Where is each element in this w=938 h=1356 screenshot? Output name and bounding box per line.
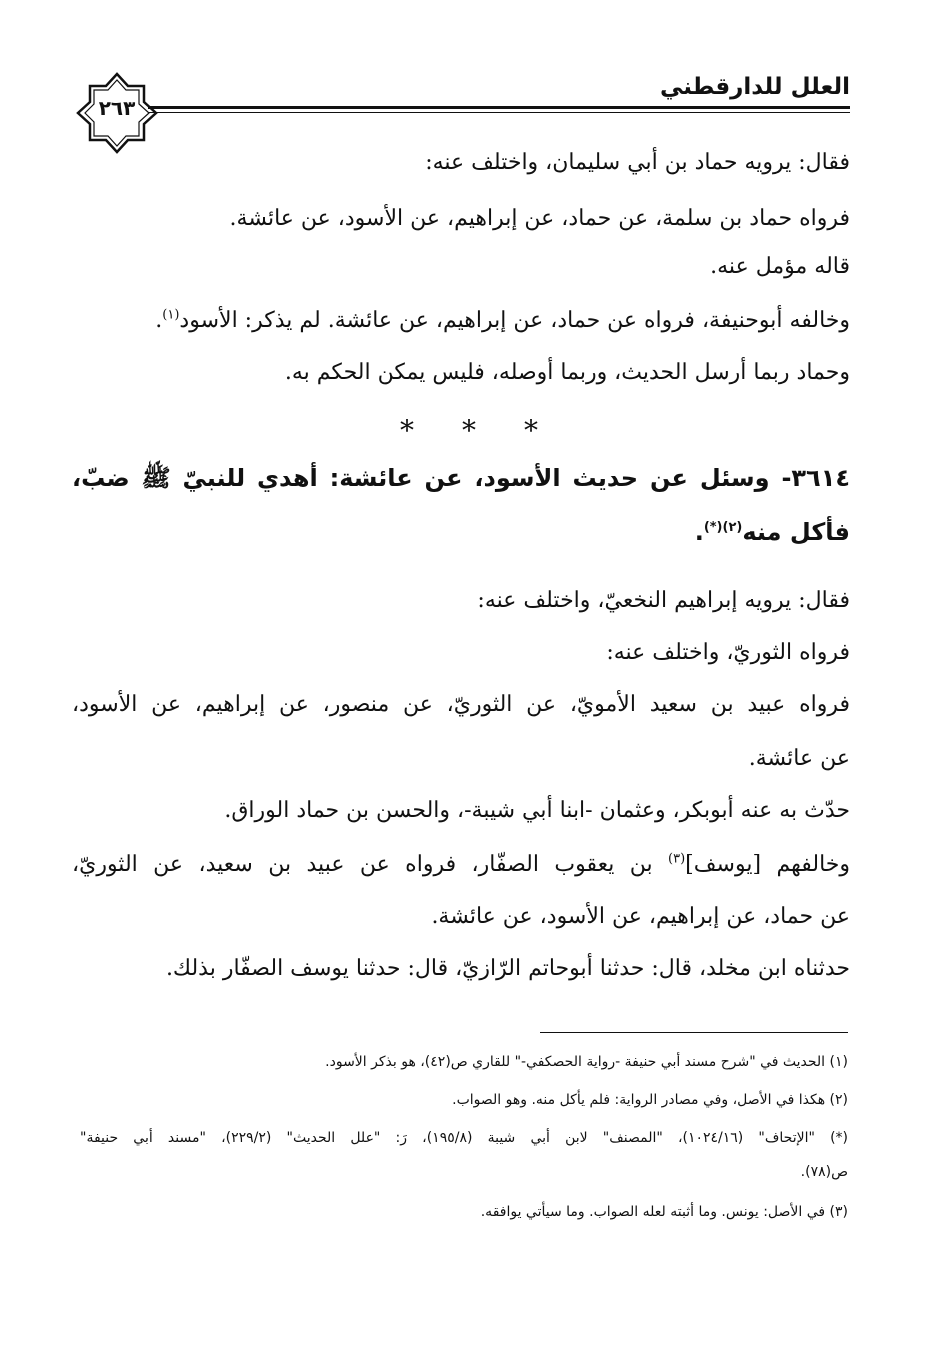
- heading-text: فأكل منه: [742, 518, 850, 546]
- paragraph-text: بن يعقوب الصفّار، فرواه عن عبيد بن سعيد، عن الثوريّ،: [72, 852, 669, 877]
- paragraph-line: عن حماد، عن إبراهيم، عن الأسود، عن عائشة.: [431, 904, 850, 929]
- footnote-ref: (١): [162, 307, 180, 323]
- footnote-continued: ص(٧٨).: [800, 1164, 848, 1180]
- entry-heading: ٣٦١٤- وسئل عن حديث الأسود، عن عائشة: أهدي للنبيّ ﷺ ضبّ،: [72, 464, 850, 492]
- paragraph-line: فرواه عبيد بن سعيد الأمويّ، عن الثوريّ، عن منصور، عن إبراهيم، عن الأسود،: [72, 692, 850, 717]
- paragraph-line: قاله مؤمل عنه.: [710, 254, 850, 279]
- paragraph-line: عن عائشة.: [748, 746, 850, 771]
- footnote: (*) "الإتحاف" (١٠٢٤/١٦)، "المصنف" لابن أبي شيبة (١٩٥/٨)، رَ: "علل الحديث" (٢٢٩/٢)، "مسند أبي حنيفة": [80, 1130, 848, 1146]
- paragraph-line: حدثناه ابن مخلد، قال: حدثنا أبوحاتم الرّازيّ، قال: حدثنا يوسف الصفّار بذلك.: [165, 956, 850, 981]
- header-rule-thin: [148, 112, 850, 113]
- heading-end: .: [694, 518, 704, 546]
- header-rule: [148, 106, 850, 109]
- paragraph-line: فقال: يرويه إبراهيم النخعيّ، واختلف عنه:: [477, 588, 850, 613]
- separator-star: *: [462, 414, 476, 447]
- paragraph-line: [155, 308, 850, 334]
- footnote: (١) الحديث في "شرح مسند أبي حنيفة -رواية الحصكفي-" للقاري ص(٤٢)، هو بذكر الأسود.: [325, 1054, 848, 1070]
- footnote-ref: (٣): [668, 851, 686, 867]
- paragraph-text: وخالفهم [يوسف]: [685, 852, 850, 877]
- separator-star: *: [524, 414, 538, 447]
- footnote-rule: [540, 1032, 848, 1033]
- entry-heading-continued: [695, 518, 850, 547]
- paragraph-end: .: [155, 308, 163, 333]
- separator-star: *: [400, 414, 414, 447]
- footnote-ref: (٢)(*): [703, 520, 743, 535]
- section-separator: [0, 414, 938, 447]
- page-number: ٢٦٣: [98, 96, 136, 120]
- paragraph-line: فقال: يرويه حماد بن أبي سليمان، واختلف عنه:: [425, 150, 850, 175]
- footnote: (٢) هكذا في الأصل، وفي مصادر الرواية: فلم يأكل منه. وهو الصواب.: [452, 1092, 848, 1108]
- paragraph-line: حدّث به عنه أبوبكر، وعثمان -ابنا أبي شيبة-، والحسن بن حماد الوراق.: [224, 798, 850, 823]
- paragraph-text: وخالفه أبوحنيفة، فرواه عن حماد، عن إبراهيم، عن عائشة. لم يذكر: الأسود: [179, 308, 850, 333]
- paragraph-line: فرواه الثوريّ، واختلف عنه:: [606, 640, 850, 665]
- running-header-title: العلل للدارقطني: [660, 74, 850, 100]
- footnote: (٣) في الأصل: يونس. وما أثبته لعله الصواب. وما سيأتي يوافقه.: [480, 1204, 848, 1220]
- paragraph-line: وحماد ربما أرسل الحديث، وربما أوصله، فليس يمكن الحكم به.: [284, 360, 850, 385]
- paragraph-line: فرواه حماد بن سلمة، عن حماد، عن إبراهيم، عن الأسود، عن عائشة.: [229, 206, 850, 231]
- paragraph-line: [72, 852, 850, 878]
